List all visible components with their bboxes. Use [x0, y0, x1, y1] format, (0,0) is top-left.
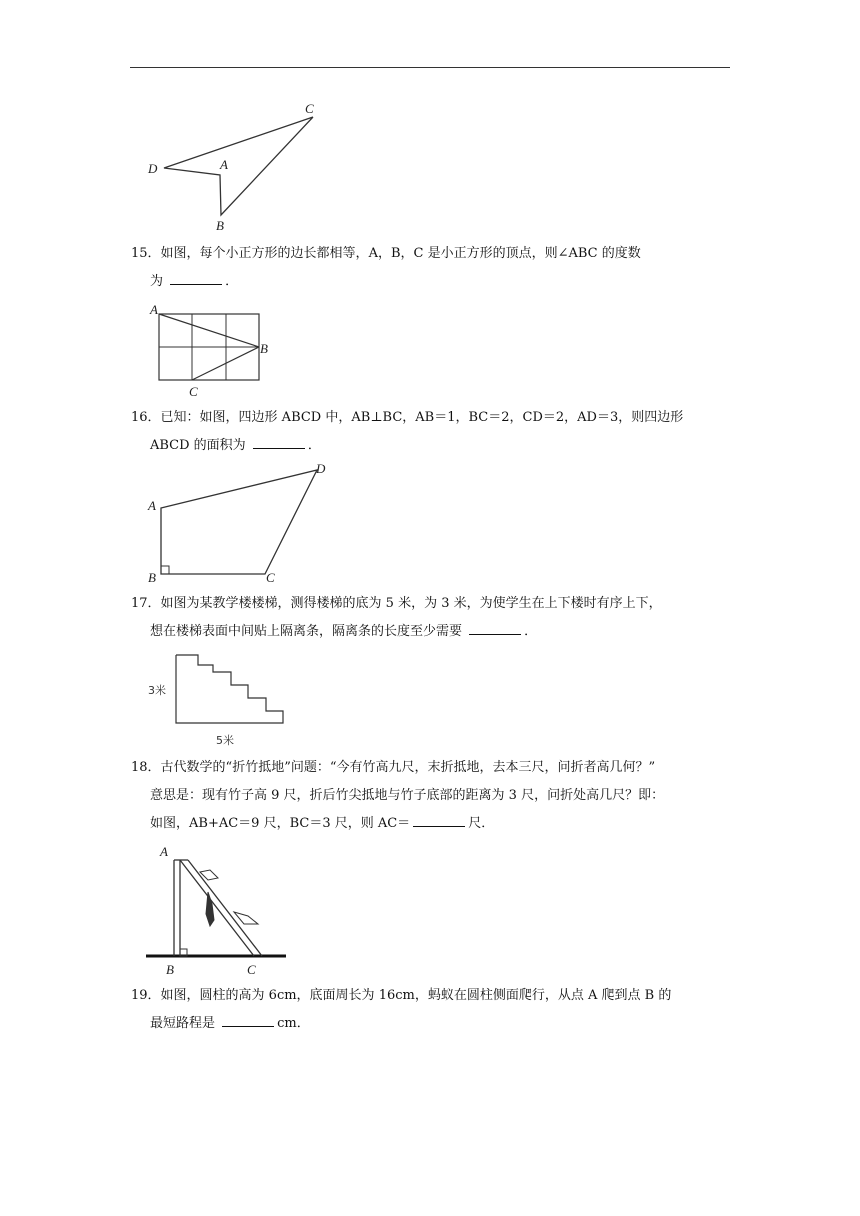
- answer-blank[interactable]: [469, 620, 521, 635]
- label-d: D: [316, 461, 326, 476]
- label-b: B: [166, 962, 174, 977]
- question-16: 16．已知：如图，四边形 ABCD 中，AB⊥BC，AB＝1，BC＝2，CD＝2，AD＝3，则四边形 ABCD 的面积为 ．: [131, 410, 684, 453]
- label-b: B: [216, 218, 224, 233]
- question-19: 19．如图，圆柱的高为 6cm，底面周长为 16cm，蚂蚁在圆柱侧面爬行，从点 A 爬到点 B 的 最短路程是 cm．: [131, 988, 672, 1031]
- answer-blank[interactable]: [222, 1012, 274, 1027]
- question-number: 19．: [131, 988, 161, 1003]
- figure-18-bamboo: [140, 838, 300, 978]
- label-c: C: [247, 962, 256, 977]
- label-c: C: [189, 384, 198, 399]
- base-label: 5米: [216, 734, 234, 747]
- answer-blank[interactable]: [170, 270, 222, 285]
- label-c: C: [305, 101, 314, 116]
- figure-17-staircase: [140, 648, 300, 748]
- question-number: 17．: [131, 596, 161, 611]
- header-rule: [130, 67, 730, 68]
- label-a: A: [220, 157, 228, 172]
- question-number: 18．: [131, 760, 161, 775]
- figure-16-quadrilateral: [140, 460, 350, 590]
- answer-blank[interactable]: [413, 812, 465, 827]
- question-number: 15．: [131, 246, 161, 261]
- label-a: A: [148, 498, 156, 513]
- label-d: D: [148, 161, 158, 176]
- label-b: B: [260, 341, 268, 356]
- label-a: A: [160, 844, 168, 859]
- figure-15-grid: [145, 300, 285, 400]
- question-17: 17．如图为某教学楼楼梯，测得楼梯的底为 5 米，为 3 米，为使学生在上下楼时有序上下， 想在楼梯表面中间贴上隔离条，隔离条的长度至少需要 ．: [131, 596, 662, 639]
- height-label: 3米: [148, 684, 166, 697]
- label-b: B: [148, 570, 156, 585]
- figure-14-quadrilateral: [140, 95, 340, 240]
- question-number: 16．: [131, 410, 161, 425]
- question-15: 15．如图，每个小正方形的边长都相等，A，B，C 是小正方形的顶点，则∠ABC 的度数 为 ．: [131, 246, 641, 289]
- label-c: C: [266, 570, 275, 585]
- question-18: 18．古代数学的“折竹抵地”问题：“今有竹高九尺，末折抵地，去本三尺，问折者高几何？” 意思是：现有竹子高 9 尺，折后竹尖抵地与竹子底部的距离为 3 尺，问折处高几尺？即： 如图，AB+AC＝9 尺，BC＝3 尺，则 AC＝ 尺．: [131, 760, 665, 831]
- label-a: A: [150, 302, 158, 317]
- answer-blank[interactable]: [253, 434, 305, 449]
